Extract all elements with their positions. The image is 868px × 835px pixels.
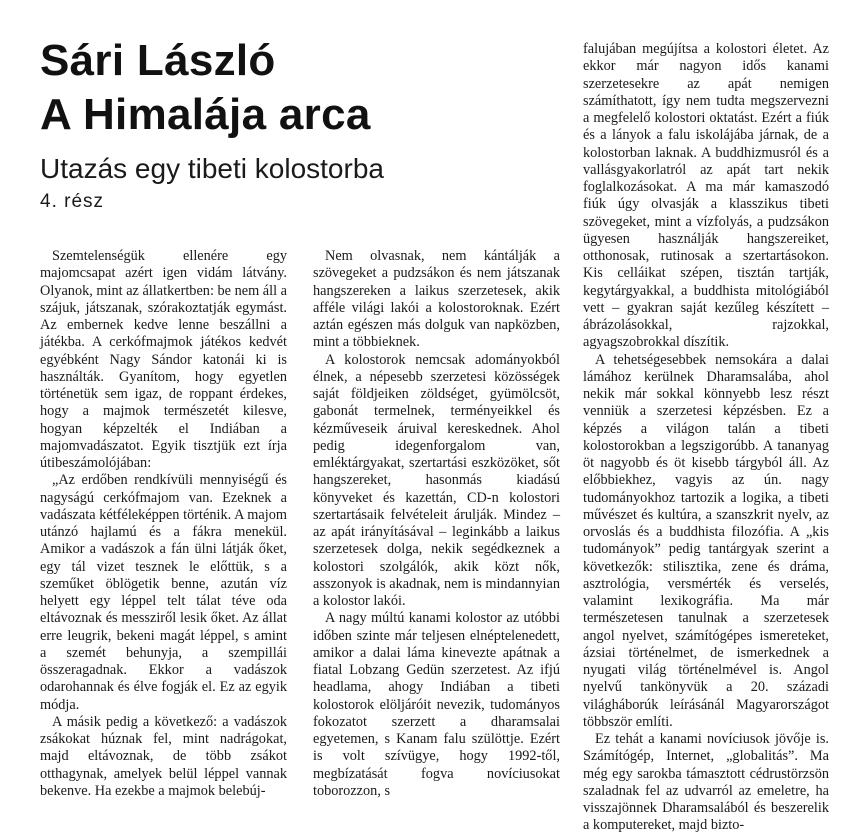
article-header: [40, 34, 560, 214]
author-name: Sári László: [40, 36, 276, 85]
paragraph: „Az erdőben rendkívüli mennyiségű és nagyságú cerkófmajom van. Ezeknek a vadászata kétféleképpen történik. A majom utánzó hajlamú és a fákra menekül. Amikor a vadászok a fán ülni látják őket, egy tál vizet tesznek le előttük, s a szeműket öblögetik benne, azután víz helyett egy léppel telt tálat téve oda eltávoznak és messziről lesik őket. Az állat erre leugrik, bekeni magát léppel, s amint a szemét behunyja, a szempillái összeragadnak. Ekkor a vadászok odarohannak és élve fogják el. Ez az egyik módja.: [40, 472, 287, 713]
text-column-1: [40, 248, 287, 800]
paragraph: falujában megújítsa a kolostori életet. Az ekkor már nagyon idős kanami szerzetesekre az apát nemigen számíthatott, így nem tudta megszervezni a megfelelő kolostori oktatást. Ezért a fiúk és a lányok a falu iskolájába járnak, de a kolostorban laknak. A buddhizmusról és a vallásgyakorlatról az apát tart nekik foglalkozásokat. A ma már kamaszodó fiúk úgy olvasják a klasszikus tibeti szövegeket, mint a vízfolyás, a pudzsákon ügyesen használják hangszereiket, otthonosak, rutinosak a szertartásokon. Kis celláikat szépen, tisztán tartják, kegytárgyakkal, a buddhista mitológiából vett – gyakran saját kezűleg készített – ábrázolásokkal, rajzokkal, agyagszobrokkal díszítik.: [583, 41, 829, 351]
article-title: A Himalája arca: [40, 90, 371, 139]
paragraph: Ez tehát a kanami novíciusok jövője is. Számítógép, Internet, „globalitás”. Ma még egy sarokba támasztott cédrustörzsön szaladnak fel az udvarról az emeletre, ha visszajönnek Dharamsalából és beszerelik a komputereket, majd bizto-: [583, 731, 829, 834]
text-column-3: [583, 41, 829, 835]
article-subtitle: Utazás egy tibeti kolostorba: [40, 153, 384, 184]
paragraph: A kolostorok nemcsak adományokból élnek, a népesebb szerzetesi közösségek saját földjeiken zöldséget, gyümölcsöt, gabonát termelnek, terményeikkel és kézműveseik áruival kereskednek. Ahol pedig idegenforgalom van, emléktárgyakat, szertartási eszközöket, sőt hangszereket, hasonmás kiadású könyveket és kazettán, CD-n kolostori szertartásaik felvételeit árulják. Mindez – az apát irányításával – leginkább a laikus szerzetesek dolga, nekik segédkeznek a kolostori szolgálók, akik közt nők, asszonyok is akadnak, nem is mindannyian a kolostor lakói.: [313, 351, 560, 609]
paragraph: A másik pedig a következő: a vadászok zsákokat húznak fel, mint nadrágokat, majd eltávoznak, de több zsákot otthagynak, amelyek belül léppel vannak bekenve. Ha ezekbe a majmok belebúj-: [40, 713, 287, 799]
paragraph: A tehetségesebbek nemsokára a dalai lámához kerülnek Dharamsalába, ahol nekik már sokkal könnyebb lesz részt venniük a szerzetesi képzésben. Ez a képzés a világon talán a tibeti kolostorokban a legszigorúbb. A tananyag öt nagyobb és öt kisebb tárgyból áll. Az előbbiekhez, vagyis az ún. nagy tudományokhoz tartozik a logika, a tibeti művészet és kultúra, a szanszkrit nyelv, az orvoslás és a buddhista filozófia. A „kis tudományok” pedig tantárgyak szerint a következők: stilisztika, zene és dráma, asztrológia, versmérték és verselés, valamint lexikográfia. Ma már természetesen tanulnak a szerzetesek angol nyelvet, számítógépes ismereteket, ázsiai történelmet, de ismerkednek a nyugati világ történelmével is. Angol nyelvű tankönyvük a 20. századi világháborúk leírásánál Magyarországot többször említi.: [583, 351, 829, 730]
part-number: 4. rész: [40, 191, 105, 212]
paragraph: A nagy múltú kanami kolostor az utóbbi időben szinte már teljesen elnéptelenedett, amikor a dalai láma kinevezte apátnak a fiatal Lobzang Gedün szerzetest. Az ifjú headlama, ahogy Indiában a tibeti kolostorok elöljáróit nevezik, tudományos fokozatot szerzett a dharamsalai egyetemen, s Kanam falu szülöttje. Ezért is volt szívügye, hogy 1992-től, megbízatását fogva novíciusokat toborozzon, s: [313, 610, 560, 799]
text-column-2: [313, 248, 560, 800]
paragraph: Nem olvasnak, nem kántálják a szövegeket a pudzsákon és nem játszanak hangszereken a laikus szerzetesek, akik afféle világi lakói a kolostoroknak. Ezért aztán egészen más dolguk van napközben, mint a többieknek.: [313, 248, 560, 351]
paragraph: Szemtelenségük ellenére egy majomcsapat azért igen vidám látvány. Olyanok, mint az állatkertben: be nem áll a szájuk, játszanak, szórakoztatják egymást. Az embernek kedve lenne beszállni a játékba. A cerkófmajmok játékos kedvét egyébként Nagy Sándor katonái ki is használták. Gyanítom, hogy egyetlen történetük sem igaz, de roppant érdekes, hogy a majmok természetét kilesve, hogyan képzelték el Indiában a majomvadászatot. Egyik tisztjük ezt írja útibeszámolójában:: [40, 248, 287, 471]
